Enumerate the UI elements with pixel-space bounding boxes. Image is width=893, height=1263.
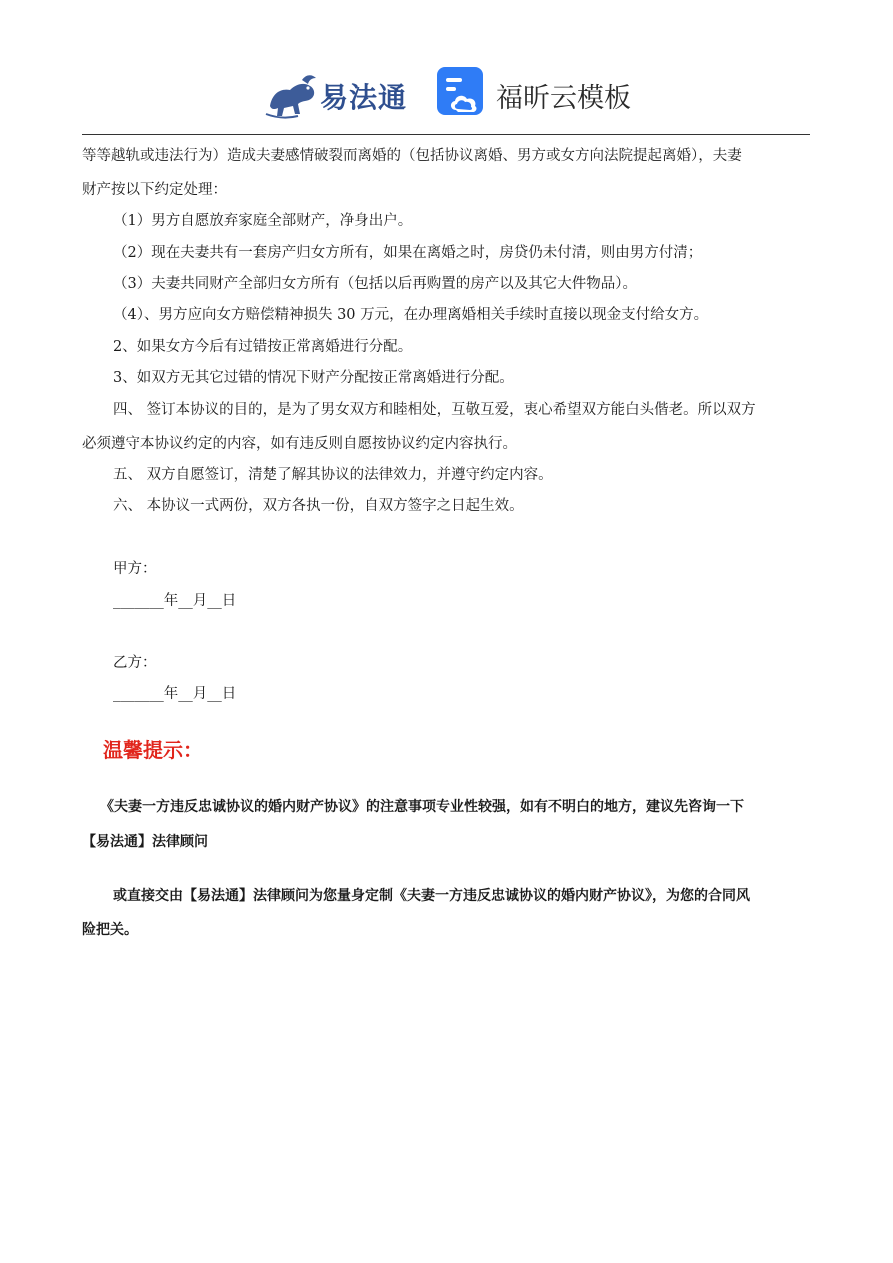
brand-name-yifatong: 易法通 <box>320 81 408 114</box>
party-b-date: _______年__月__日 <box>113 686 237 702</box>
list-item-3: （3）夫妻共同财产全部归女方所有（包括以后再购置的房产以及其它大件物品）。 <box>113 276 637 292</box>
qilin-emblem-icon <box>262 64 322 124</box>
party-b-label: 乙方： <box>113 655 157 671</box>
body-continuation-line-1: 等等越轨或违法行为）造成夫妻感情破裂而离婚的（包括协议离婚、男方或女方向法院提起离婚），夫妻 <box>82 148 742 164</box>
cloud-document-icon <box>436 66 486 118</box>
clause-5: 五、 双方自愿签订，清楚了解其协议的法律效力，并遵守约定内容。 <box>113 467 553 483</box>
point-3: 3、如双方无其它过错的情况下财产分配按正常离婚进行分配。 <box>113 370 514 386</box>
header-divider <box>82 134 810 135</box>
list-item-2: （2）现在夫妻共有一套房产归女方所有，如果在离婚之时，房贷仍未付清，则由男方付清； <box>113 245 703 261</box>
party-a-label: 甲方： <box>113 561 157 577</box>
list-item-4: （4）、男方应向女方赔偿精神损失 30 万元，在办理离婚相关手续时直接以现金支付给女方。 <box>113 307 709 323</box>
clause-4-line-1: 四、 签订本协议的目的，是为了男女双方和睦相处，互敬互爱，衷心希望双方能白头偕老。所以双方 <box>113 402 756 418</box>
brand-name-foxit: 福昕云模板 <box>496 83 631 114</box>
page-header <box>0 58 893 128</box>
tips-paragraph-2-line-1: 或直接交由【易法通】法律顾问为您量身定制《夫妻一方违反忠诚协议的婚内财产协议》，为您的合同风 <box>113 888 750 904</box>
tips-paragraph-1-line-2: 【易法通】法律顾问 <box>82 834 208 850</box>
clause-6: 六、 本协议一式两份，双方各执一份，自双方签字之日起生效。 <box>113 498 524 514</box>
list-item-1: （1）男方自愿放弃家庭全部财产，净身出户。 <box>113 213 413 229</box>
foxit-template-logo <box>436 66 636 122</box>
point-2: 2、如果女方今后有过错按正常离婚进行分配。 <box>113 339 413 355</box>
tips-paragraph-1-line-1: 《夫妻一方违反忠诚协议的婚内财产协议》的注意事项专业性较强，如有不明白的地方，建议先咨询一下 <box>100 799 744 815</box>
yifatong-logo <box>262 64 412 124</box>
tips-paragraph-2-line-2: 险把关。 <box>82 922 138 938</box>
body-continuation-line-2: 财产按以下约定处理： <box>82 182 227 198</box>
party-a-date: _______年__月__日 <box>113 593 237 609</box>
tips-title: 温馨提示： <box>103 738 203 762</box>
clause-4-line-2: 必须遵守本协议约定的内容，如有违反则自愿按协议约定内容执行。 <box>82 436 517 452</box>
